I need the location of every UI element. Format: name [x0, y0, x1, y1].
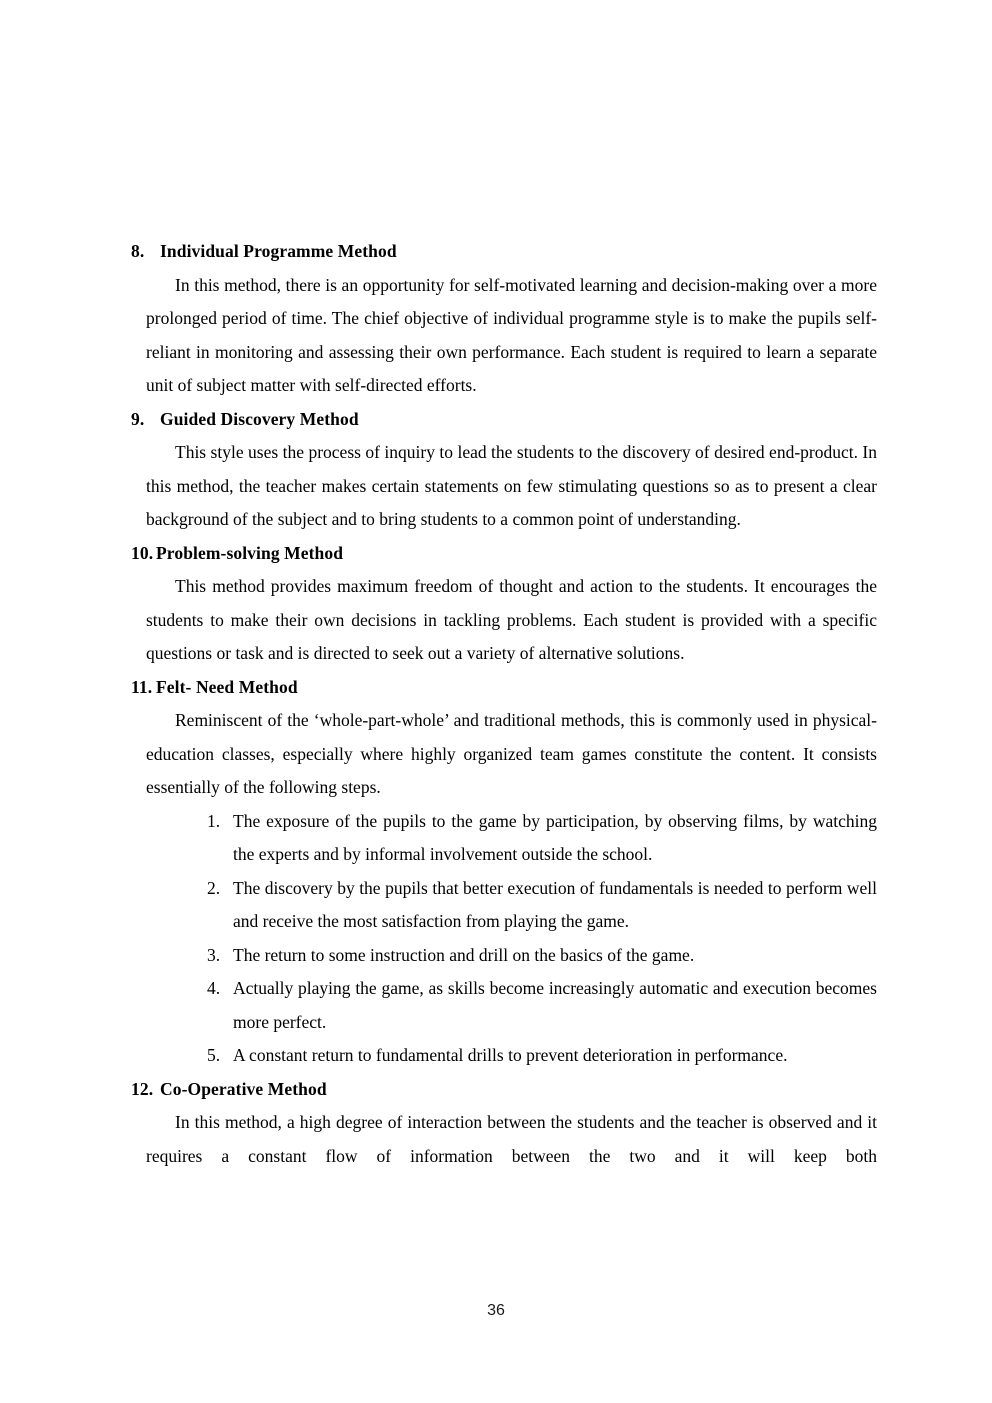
- section-number-10: 10.: [131, 542, 154, 563]
- section-title-11: Felt- Need Method: [156, 676, 298, 697]
- section-heading-11: [131, 671, 877, 705]
- section-number-11: 11.: [131, 676, 153, 697]
- list-item-text: Actually playing the game, as skills become increasingly automatic and execution becomes more perfect.: [233, 978, 877, 1032]
- list-item: [146, 972, 877, 1039]
- section-heading-8: [131, 235, 877, 269]
- section-body-10: This method provides maximum freedom of thought and action to the students. It encourages the students to make their own decisions in tackling problems. Each student is provided with a specific questions or task and is directed to seek out a variety of alternative solutions.: [146, 576, 877, 663]
- list-item-text: The exposure of the pupils to the game by participation, by observing films, by watching the experts and by informal involvement outside the school.: [233, 810, 877, 864]
- section-number-8: 8.: [131, 241, 145, 261]
- section-body-11: Reminiscent of the ‘whole-part-whole’ and traditional methods, this is commonly used in physical-education classes, especially where highly organized team games constitute the content. It consists essentially of the following steps.: [146, 710, 877, 797]
- section-body-9: This style uses the process of inquiry to lead the students to the discovery of desired end-product. In this method, the teacher makes certain statements on few stimulating questions so as to present a clear background of the subject and to bring students to a common point of understanding.: [146, 442, 877, 529]
- section-number-9: 9.: [131, 408, 145, 429]
- section-title-12: Co-Operative Method: [160, 1078, 327, 1099]
- section-title-8: Individual Programme Method: [160, 241, 397, 261]
- section-title-10: Problem-solving Method: [156, 542, 344, 563]
- section-heading-9: [131, 403, 877, 437]
- list-item-marker: 5.: [207, 1045, 221, 1065]
- list-item-marker: 4.: [207, 978, 221, 998]
- list-item-text: The return to some instruction and drill on the basics of the game.: [233, 944, 695, 965]
- list-item: [146, 805, 877, 872]
- section-heading-10: [131, 537, 877, 571]
- list-item-marker: 2.: [207, 877, 221, 898]
- section-heading-12: [131, 1073, 877, 1107]
- list-item-marker: 1.: [207, 810, 221, 831]
- section-body-8: In this method, there is an opportunity for self-motivated learning and decision-making over a more prolonged period of time. The chief objective of individual programme style is to make the pupils self-reliant in monitoring and assessing their own performance. Each student is required to learn a separate unit of subject matter with self-directed efforts.: [146, 274, 877, 395]
- list-item: [146, 872, 877, 939]
- page-content: [131, 235, 877, 1173]
- section-body-12: In this method, a high degree of interaction between the students and the teacher is observed and it requires a constant flow of information between the two and it will keep both: [146, 1112, 877, 1166]
- steps-list: [146, 805, 877, 1073]
- section-title-9: Guided Discovery Method: [160, 408, 359, 429]
- list-item-text: The discovery by the pupils that better execution of fundamentals is needed to perform well and receive the most satisfaction from playing the game.: [233, 877, 877, 931]
- page-number: 36: [487, 1302, 505, 1319]
- list-item-marker: 3.: [207, 944, 221, 965]
- section-number-12: 12.: [131, 1078, 154, 1099]
- list-item: [146, 1039, 877, 1073]
- list-item-text: A constant return to fundamental drills to prevent deterioration in performance.: [233, 1045, 788, 1065]
- list-item: [146, 939, 877, 973]
